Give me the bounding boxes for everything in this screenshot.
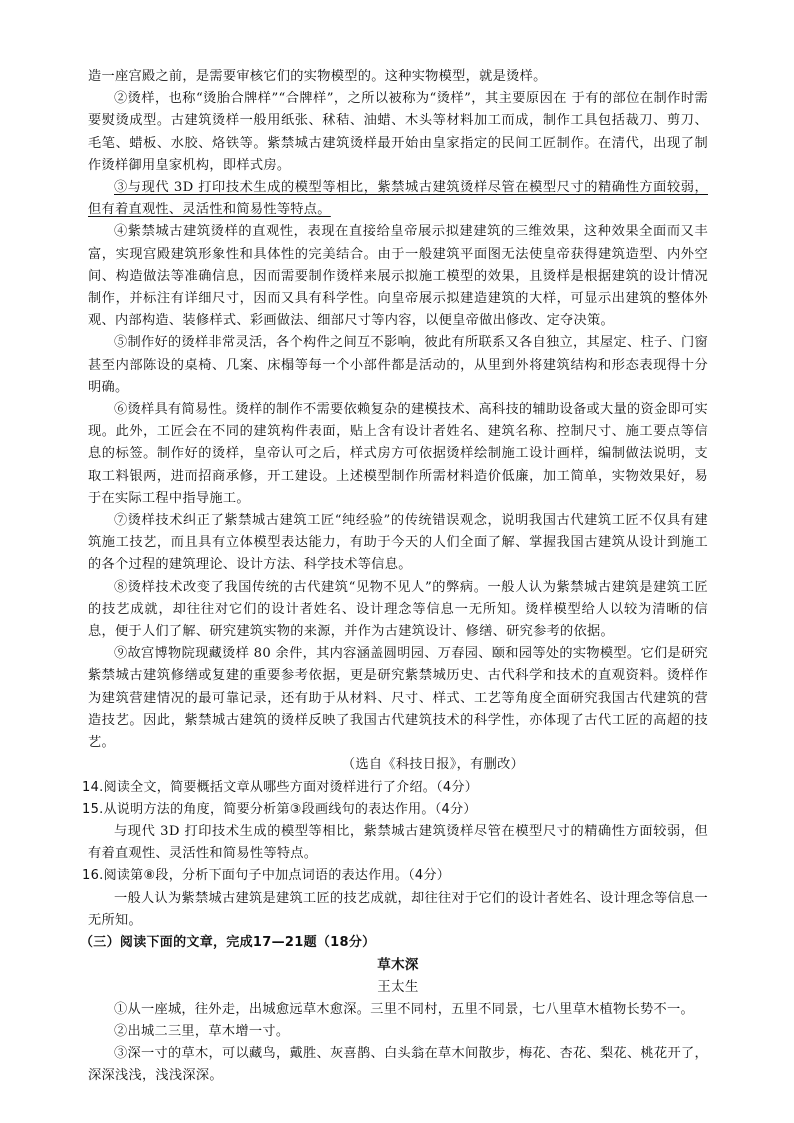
- question-14: 14.阅读全文，简要概括文章从哪些方面对烫样进行了介绍。（4分）: [82, 779, 479, 795]
- document-page: [80, 66, 708, 1087]
- paragraph-2: ②烫样，也称“烫胎合牌样”“合牌样”，之所以被称为“烫样”，其主要原因在 于有的部位在制作时需要熨烫成型。古建筑烫样一般用纸张、秫秸、油蜡、木头等材料加工而成，制作工具包括裁刀、剪刀、毛笔、蜡板、水胶、烙铁等。紫禁城古建筑烫样最开始由皇家指定的民间工匠制作。在清代，出现了制作烫样御用皇家机构，即样式房。: [88, 91, 708, 173]
- question-15: 15.从说明方法的角度，简要分析第③段画线句的表达作用。（4分）: [82, 801, 477, 817]
- paragraph-8: ⑧烫样技术改变了我国传统的古代建筑“见物不见人”的弊病。一般人认为紫禁城古建筑是建筑工匠的技艺成就，却往往对它们的设计者姓名、设计理念等信息一无所知。烫样模型给人以较为清晰的信息，便于人们了解、研究建筑实物的来源，并作为古建筑设计、修缮、研究参考的依据。: [88, 579, 708, 640]
- article-paragraph-2: ②出城二三里，草木增一寸。: [114, 1023, 290, 1039]
- paragraph-4: ④紫禁城古建筑烫样的直观性，表现在直接给皇帝展示拟建建筑的三维效果，这种效果全面而又丰富，实现宫殿建筑形象性和具体性的完美结合。由于一般建筑平面图无法使皇帝获得建筑造型、内外空间、构造做法等准确信息，因而需要制作烫样来展示拟施工模型的效果，且烫样是根据建筑的设计情况制作，并标注有详细尺寸，因而又具有科学性。向皇帝展示拟建造建筑的大样，可显示出建筑的整体外观、内部构造、装修样式、彩画做法、细部尺寸等内容，以便皇帝做出修改、定夺决策。: [88, 224, 708, 329]
- paragraph-3-underlined: ③与现代 3D 打印技术生成的模型等相比，紫禁城古建筑烫样尽管在模型尺寸的精确性方面较弱，但有着直观性、灵活性和简易性等特点。: [88, 180, 708, 218]
- article-paragraph-1: ①从一座城，往外走，出城愈远草木愈深。三里不同村，五里不同景，七八里草木植物长势不一。: [114, 1001, 694, 1017]
- question-15-quote: 与现代 3D 打印技术生成的模型等相比，紫禁城古建筑烫样尽管在模型尺寸的精确性方面较弱，但有着直观性、灵活性和简易性等特点。: [88, 823, 708, 862]
- question-16: 16.阅读第⑧段，分析下面句子中加点词语的表达作用。（4分）: [82, 868, 451, 884]
- paragraph-9: ⑨故宫博物院现藏烫样 80 余件，其内容涵盖圆明园、万春园、颐和园等处的实物模型。它们是研究紫禁城古建筑修缮或复建的重要参考依据，更是研究紫禁城历史、古代科学和技术的直观资料。烫样作为建筑营建情况的最可靠记录，还有助于从材料、尺寸、样式、工艺等角度全面研究我国古代建筑的营造技艺。因此，紫禁城古建筑的烫样反映了我国古代建筑技术的科学性，亦体现了古代工匠的高超的技艺。: [88, 646, 708, 751]
- article-title: 草木深: [377, 957, 419, 974]
- source-note: （选自《科技日报》，有删改）: [341, 757, 525, 773]
- paragraph-7: ⑦烫样技术纠正了紫禁城古建筑工匠“纯经验”的传统错误观念，说明我国古代建筑工匠不仅具有建筑施工技艺，而且具有立体模型表达能力，有助于今天的人们全面了解、掌握我国古建筑从设计到施工的各个过程的建筑理论、设计方法、科学技术等信息。: [88, 513, 708, 573]
- paragraph-6: ⑥烫样具有简易性。烫样的制作不需要依赖复杂的建模技术、高科技的辅助设备或大量的资金即可实现。此外，工匠会在不同的建筑构件表面，贴上含有设计者姓名、建筑名称、控制尺寸、施工要点等信息的标签。制作好的烫样，皇帝认可之后，样式房方可依据烫样绘制施工设计画样，编制做法说明，支取工料银两，进而招商承修，开工建设。上述模型制作所需材料造价低廉，加工简单，实物效果好，易于在实际工程中指导施工。: [88, 402, 708, 506]
- paragraph-1-tail: 造一座宫殿之前，是需要审核它们的实物模型的。这种实物模型，就是烫样。: [88, 69, 547, 84]
- paragraph-5: ⑤制作好的烫样非常灵活，各个构件之间互不影响，彼此有所联系又各自独立，其屋定、柱子、门窗甚至内部陈设的桌椅、几案、床榻等每一个小部件都是活动的，从里到外将建筑结构和形态表现得十分明确。: [88, 335, 708, 395]
- article-paragraph-3: ③深一寸的草木，可以藏鸟，戴胜、灰喜鹊、白头翁在草木间散步，梅花、杏花、梨花、桃花开了，深深浅浅，浅浅深深。: [88, 1045, 708, 1084]
- article-author: 王太生: [377, 979, 419, 996]
- section-3-heading: （三）阅读下面的文章，完成17—21题（18分）: [80, 934, 376, 950]
- question-16-quote: 一般人认为紫禁城古建筑是建筑工匠的技艺成就，却往往对于它们的设计者姓名、设计理念等信息一无所知。: [88, 890, 708, 928]
